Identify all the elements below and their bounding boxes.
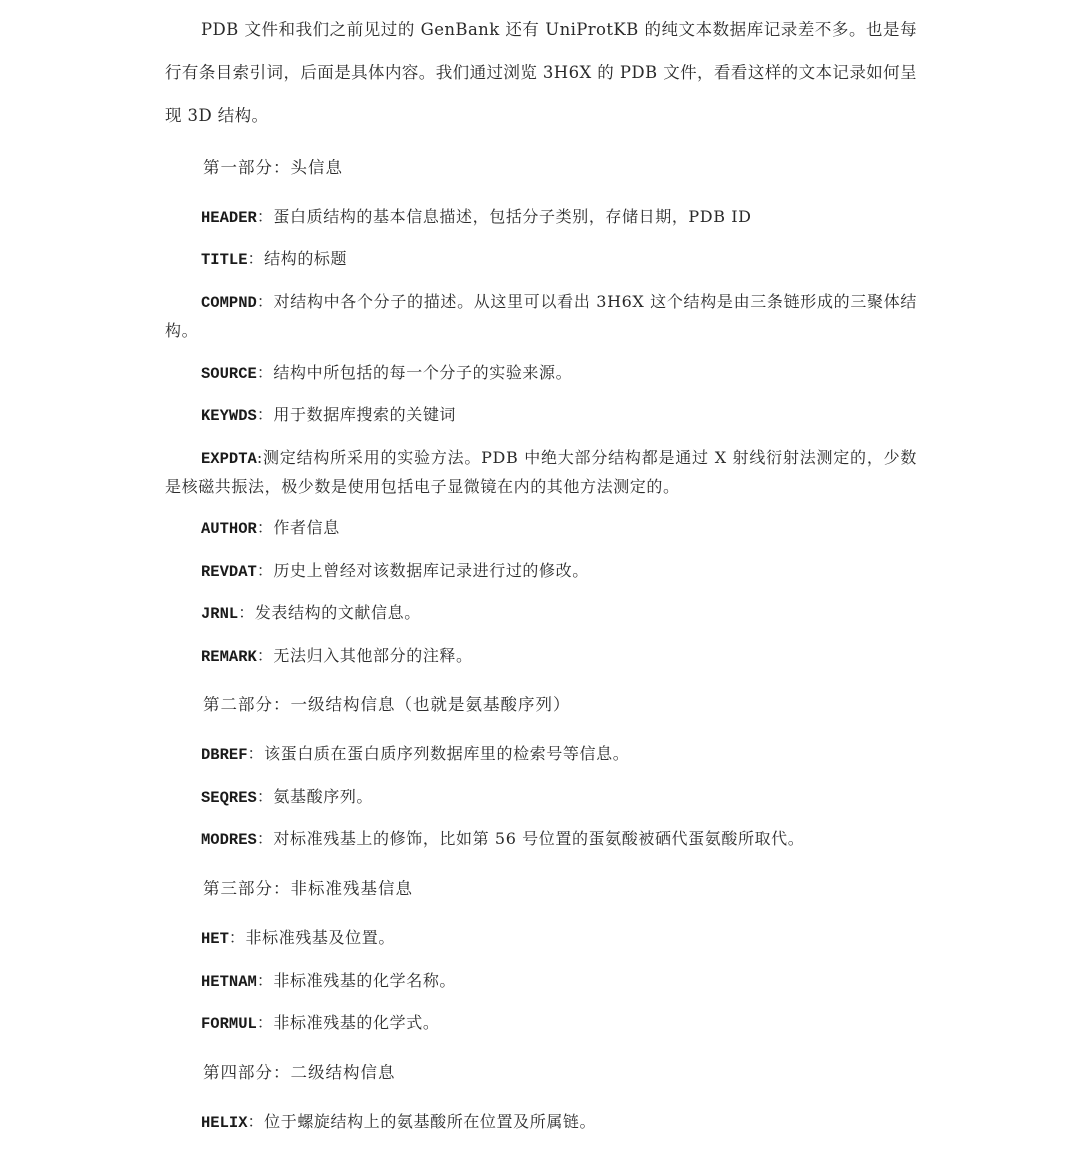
- keyword: FORMUL: [201, 1015, 257, 1033]
- keyword: EXPDTA: [201, 450, 257, 468]
- description: 对标准残基上的修饰，比如第 56 号位置的蛋氨酸被硒代蛋氨酸所取代。: [273, 829, 805, 848]
- description: 非标准残基的化学式。: [273, 1013, 440, 1032]
- separator: ：: [238, 603, 255, 622]
- keyword: HET: [201, 930, 229, 948]
- entry-seqres: [165, 783, 917, 812]
- keyword: SEQRES: [201, 789, 257, 807]
- description: 结构中所包括的每一个分子的实验来源。: [273, 363, 573, 382]
- separator: ：: [256, 829, 274, 848]
- entry-expdta: [165, 444, 917, 501]
- intro-paragraph: PDB 文件和我们之前见过的 GenBank 还有 UniProtKB 的纯文本数据库记录差不多。也是每行有条目索引词，后面是具体内容。我们通过浏览 3H6X 的 PDB 文件，看看这样的文本记录如何呈现 3D 结构。: [165, 20, 917, 125]
- description: 测定结构所采用的实验方法。PDB 中绝大部分结构都是通过 X 射线衍射法测定的，少数是核磁共振法，极少数是使用包括电子显微镜在内的其他方法测定的。: [165, 448, 917, 496]
- separator: ：: [256, 405, 274, 424]
- keyword: HELIX: [201, 1114, 248, 1132]
- keyword: REVDAT: [201, 563, 257, 581]
- description: 发表结构的文献信息。: [254, 603, 421, 622]
- entry-title: [165, 245, 917, 274]
- description: 位于螺旋结构上的氨基酸所在位置及所属链。: [264, 1112, 597, 1131]
- entry-source: [165, 359, 917, 388]
- entry-remark: [165, 642, 917, 671]
- entry-compnd: [165, 288, 917, 345]
- entry-het: [165, 924, 917, 953]
- separator: ：: [256, 1013, 274, 1032]
- separator: ：: [247, 1112, 265, 1131]
- description: 用于数据库搜索的关键词: [273, 405, 457, 424]
- entry-dbref: [165, 740, 917, 769]
- section-title-nonstandard-residues: 第三部分：非标准残基信息: [203, 879, 413, 898]
- separator: ：: [256, 363, 274, 382]
- description: 该蛋白质在蛋白质序列数据库里的检索号等信息。: [264, 744, 630, 763]
- separator: ：: [247, 744, 265, 763]
- description: 对结构中各个分子的描述。从这里可以看出 3H6X 这个结构是由三条链形成的三聚体结构。: [165, 292, 917, 340]
- section-title-primary-structure: 第二部分：一级结构信息（也就是氨基酸序列）: [203, 695, 571, 714]
- separator: ：: [247, 249, 265, 268]
- section-title-secondary-structure: 第四部分：二级结构信息: [203, 1063, 396, 1082]
- keyword: JRNL: [201, 605, 239, 623]
- entry-formul: [165, 1009, 917, 1038]
- separator: ：: [256, 292, 274, 311]
- keyword: SOURCE: [201, 365, 257, 383]
- keyword: KEYWDS: [201, 407, 257, 425]
- keyword: HETNAM: [201, 973, 257, 991]
- description: 历史上曾经对该数据库记录进行过的修改。: [273, 561, 589, 580]
- separator: ：: [256, 787, 274, 806]
- keyword: DBREF: [201, 746, 248, 764]
- separator: :: [256, 448, 263, 467]
- description: 无法归入其他部分的注释。: [273, 646, 473, 665]
- description: 结构的标题: [264, 249, 348, 268]
- separator: ：: [256, 561, 274, 580]
- entry-revdat: [165, 557, 917, 586]
- keyword: TITLE: [201, 251, 248, 269]
- section-title-header-info: 第一部分：头信息: [203, 158, 343, 177]
- entry-jrnl: [165, 599, 917, 628]
- description: 作者信息: [273, 518, 340, 537]
- description: 氨基酸序列。: [273, 787, 374, 806]
- keyword: REMARK: [201, 648, 257, 666]
- entry-hetnam: [165, 967, 917, 996]
- separator: ：: [256, 207, 274, 226]
- description: 非标准残基及位置。: [245, 928, 395, 947]
- description: 非标准残基的化学名称。: [273, 971, 457, 990]
- separator: ：: [256, 518, 274, 537]
- entry-header: [165, 203, 917, 232]
- entry-modres: [165, 825, 917, 854]
- entry-helix: [165, 1108, 917, 1137]
- separator: ：: [228, 928, 246, 947]
- separator: ：: [256, 971, 274, 990]
- keyword: COMPND: [201, 294, 257, 312]
- keyword: HEADER: [201, 209, 257, 227]
- keyword: AUTHOR: [201, 520, 257, 538]
- separator: ：: [256, 646, 274, 665]
- description: 蛋白质结构的基本信息描述，包括分子类别，存储日期，PDB ID: [273, 207, 752, 226]
- keyword: MODRES: [201, 831, 257, 849]
- entry-keywds: [165, 401, 917, 430]
- entry-author: [165, 514, 917, 543]
